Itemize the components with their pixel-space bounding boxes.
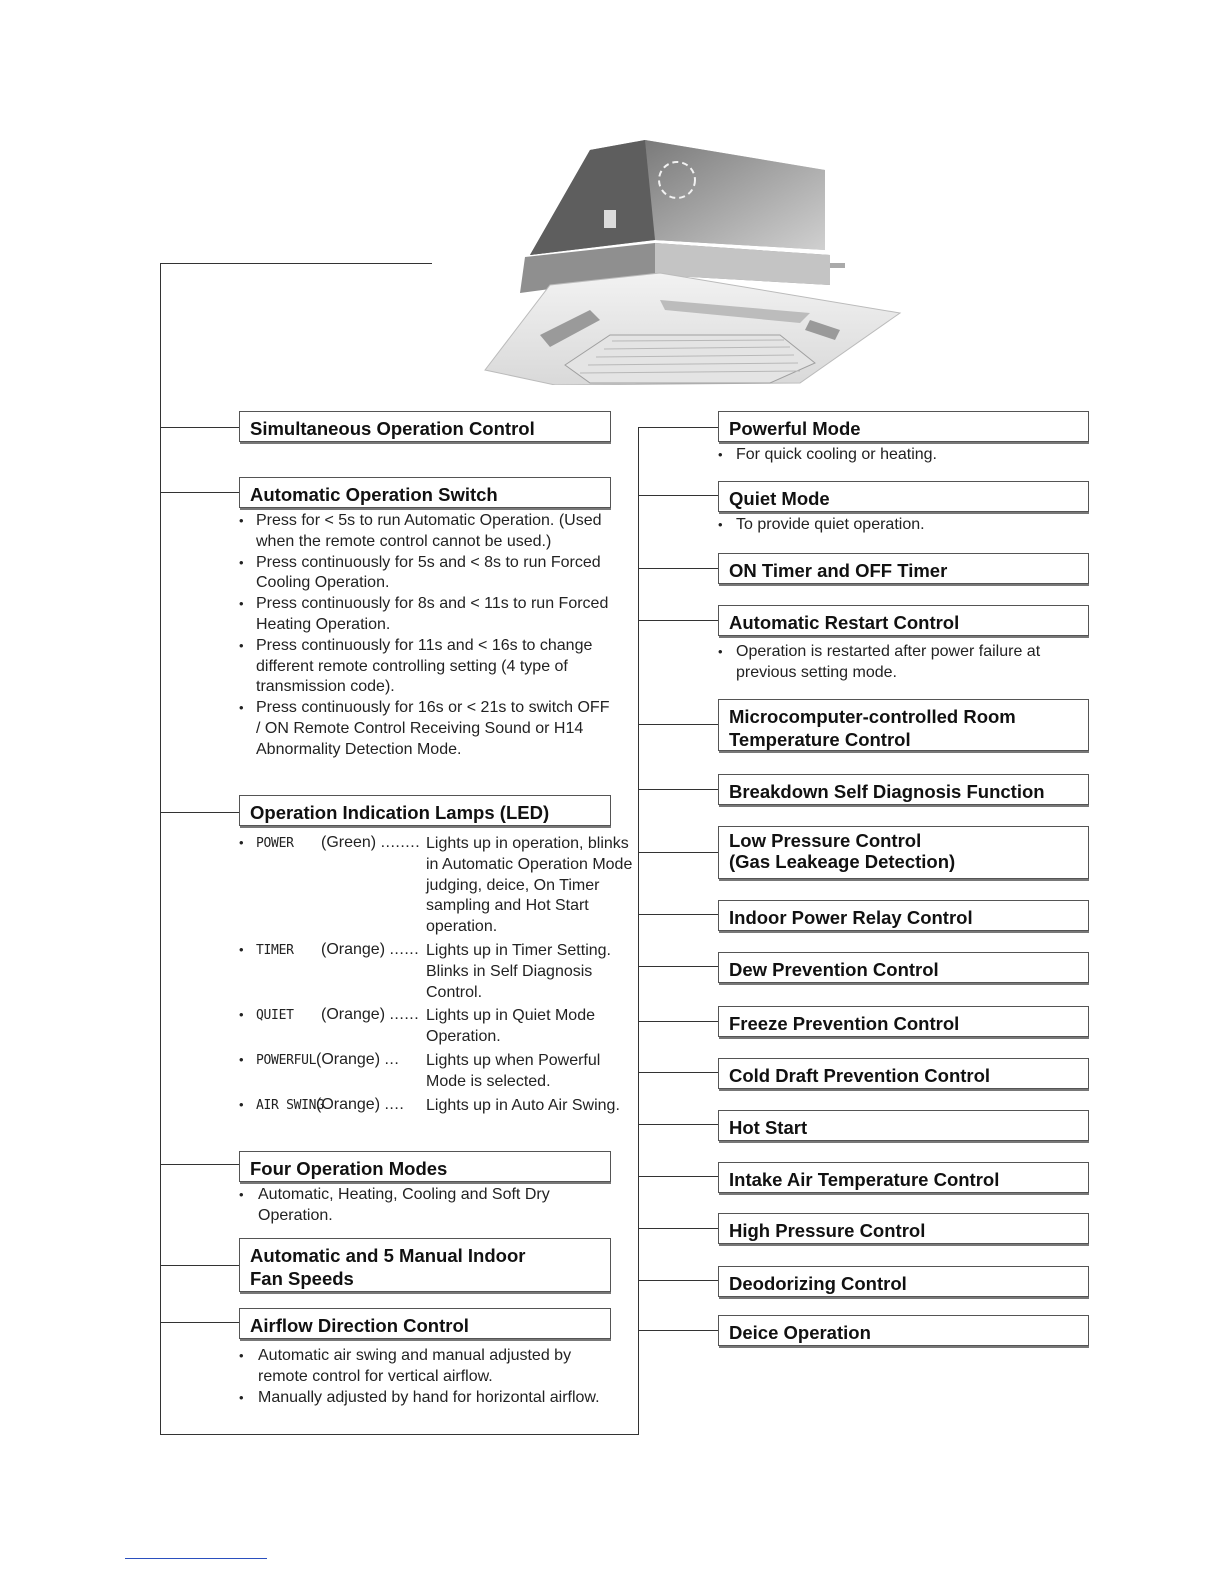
lamp-power [239,833,634,938]
lamp-color: (Orange) [316,1050,381,1068]
footer-link-underline [125,1558,267,1559]
deice-operation-box [718,1315,1089,1346]
box-label-line: Fan Speeds [250,1268,354,1289]
bullet: • Press continuously for 8s and < 11s to run Forced Heating Operation. [239,594,614,636]
lamp-color: (Orange) [321,940,386,958]
connector [638,914,718,915]
high-pressure-control-box [718,1213,1089,1244]
box-label: Operation Indication Lamps (LED) [250,802,550,823]
box-label: Hot Start [729,1117,808,1138]
automatic-restart-desc [718,642,1089,684]
lamp-name: POWER [256,836,294,851]
lamp-text: Lights up in Quiet Mode Operation. [426,1007,595,1046]
lamp-powerful [239,1050,634,1093]
connector [638,1280,718,1281]
lamp-name: TIMER [256,942,294,958]
bullet: • Press continuously for 16s or < 21s to switch OFF / ON Remote Control Receiving Sound or H14 Abnormality Detection Mode. [239,698,614,760]
bullet: • Press for < 5s to run Automatic Operation. (Used when the remote control cannot be used.) [239,511,614,553]
airflow-direction-control-box [239,1308,611,1339]
self-diagnosis-box [718,774,1089,805]
connector [638,495,718,496]
lamp-name: AIR SWING [256,1097,324,1113]
room-temperature-control-box [718,699,1089,751]
airflow-direction-desc [239,1346,619,1408]
connector [638,1124,718,1125]
intake-air-temperature-box [718,1162,1089,1193]
connector [638,966,718,967]
quiet-mode-desc [718,515,1089,536]
connector [160,1164,239,1165]
top-horizontal-line [160,263,432,264]
connector [638,1330,718,1331]
bullet: • Press continuously for 5s and < 8s to run Forced Cooling Operation. [239,553,614,595]
box-label: Dew Prevention Control [729,959,939,980]
left-vertical-line [160,263,161,1435]
connector [638,1021,718,1022]
box-label: Deodorizing Control [729,1273,907,1294]
box-label-line: Microcomputer-controlled Room [729,706,1016,727]
low-pressure-control-box [718,826,1089,879]
lamp-color: (Orange) [316,1095,381,1113]
dew-prevention-box [718,952,1089,983]
simultaneous-operation-control-box [239,411,611,442]
operation-indication-lamps-box [239,795,611,826]
connector [638,427,718,428]
fan-speeds-box [239,1238,611,1292]
lamp-timer [239,940,634,1003]
four-operation-modes-box [239,1151,611,1182]
connector [638,852,718,853]
connector [160,492,239,493]
box-label: Automatic Restart Control [729,612,960,633]
connector [638,1176,718,1177]
bullet: • Operation is restarted after power failure at previous setting mode. [718,642,1089,684]
dots: ...... [389,1006,420,1024]
lamp-text: Lights up in Auto Air Swing. [426,1096,620,1114]
lamp-color-dots [321,1005,419,1026]
connector [638,789,718,790]
box-label: Powerful Mode [729,418,861,439]
connector [160,1265,239,1266]
bullet: • Press continuously for 11s and < 16s to change different remote controlling setting (4 type of transmission code). [239,636,614,698]
lamp-quiet [239,1005,634,1048]
connector [638,1228,718,1229]
lamp-text: Lights up in Timer Setting. Blinks in Self Diagnosis Control. [426,941,611,1001]
box-label: Four Operation Modes [250,1158,448,1179]
dots: .... [384,1095,405,1113]
lamp-color: (Orange) [321,1006,386,1024]
box-label-line: Low Pressure Control [729,830,922,851]
indoor-power-relay-box [718,900,1089,931]
dots: ........ [380,834,421,851]
box-label: High Pressure Control [729,1220,926,1241]
center-vertical-line [638,427,639,1435]
connector [160,812,239,813]
dots: ... [384,1050,400,1068]
box-label: Intake Air Temperature Control [729,1169,1000,1190]
automatic-restart-box [718,605,1089,636]
connector [638,568,718,569]
box-label-line: Temperature Control [729,729,911,750]
automatic-operation-switch-box [239,477,611,508]
bullet: • Automatic, Heating, Cooling and Soft Dry Operation. [239,1185,611,1227]
hot-start-box [718,1110,1089,1141]
bullet: • Automatic air swing and manual adjusted by remote control for vertical airflow. [239,1346,619,1388]
lamp-air-swing [239,1095,634,1117]
lamp-color-dots [321,833,420,854]
powerful-mode-box [718,411,1089,442]
lamp-text: Lights up when Powerful Mode is selected. [426,1051,601,1090]
lamps-desc [239,833,634,1117]
box-label: Quiet Mode [729,488,830,509]
connector [638,724,718,725]
four-operation-modes-desc [239,1185,611,1227]
connector [638,1072,718,1073]
lamp-name: QUIET [256,1008,294,1024]
connector [160,1322,239,1323]
box-label-line: (Gas Leakeage Detection) [729,851,956,872]
dots: ...... [389,940,420,958]
lamp-color-dots [316,1095,404,1116]
lamp-color-dots [316,1050,399,1071]
lamp-color: (Green) [321,834,377,851]
box-label: Automatic Operation Switch [250,484,498,505]
cold-draft-prevention-box [718,1058,1089,1089]
cassette-unit-illustration [480,135,910,385]
bottom-horizontal-line [160,1434,639,1435]
box-label: ON Timer and OFF Timer [729,560,948,581]
freeze-prevention-box [718,1006,1089,1037]
timer-box [718,553,1089,584]
connector [160,427,239,428]
box-label: Freeze Prevention Control [729,1013,960,1034]
lamp-text: Lights up in operation, blinks in Automatic Operation Mode judging, deice, On Timer sampling and Hot Start operation. [426,835,633,936]
powerful-mode-desc [718,445,1089,466]
box-label: Deice Operation [729,1322,871,1343]
lamp-color-dots [321,940,419,961]
box-label: Simultaneous Operation Control [250,418,535,439]
box-label: Breakdown Self Diagnosis Function [729,781,1045,802]
quiet-mode-box [718,481,1089,512]
box-label: Cold Draft Prevention Control [729,1065,991,1086]
deodorizing-control-box [718,1266,1089,1297]
automatic-operation-switch-desc [239,511,614,761]
box-label: Airflow Direction Control [250,1315,469,1336]
bullet: • For quick cooling or heating. [718,445,1089,466]
connector [638,620,718,621]
bullet: • Manually adjusted by hand for horizontal airflow. [239,1388,619,1409]
box-label-line: Automatic and 5 Manual Indoor [250,1245,526,1266]
box-label: Indoor Power Relay Control [729,907,973,928]
lamp-name: POWERFUL [256,1052,317,1068]
bullet: • To provide quiet operation. [718,515,1089,536]
